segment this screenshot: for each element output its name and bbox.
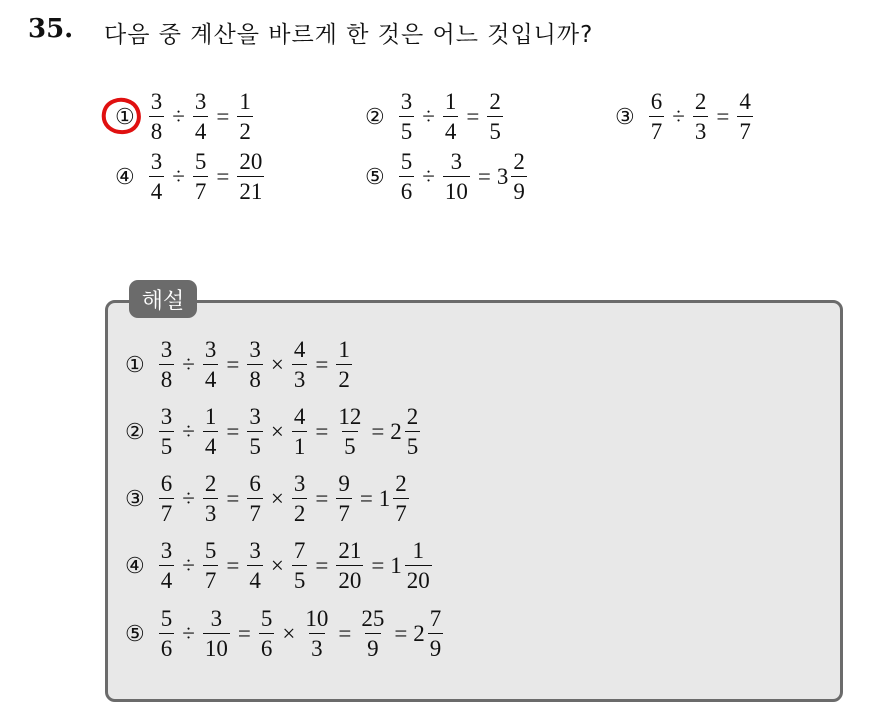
fraction <box>737 90 753 143</box>
choice-marker: ③ <box>125 485 145 511</box>
numerator: 3 <box>160 337 173 362</box>
numerator: 21 <box>338 538 362 563</box>
fraction <box>292 539 308 592</box>
denominator: 8 <box>149 116 165 143</box>
numerator: 2 <box>513 149 525 174</box>
operator: ÷ <box>422 103 435 129</box>
operator: = <box>315 552 329 578</box>
denominator: 2 <box>336 364 352 391</box>
fraction <box>193 90 209 143</box>
numerator: 20 <box>239 149 263 174</box>
choice-marker: ② <box>125 418 145 444</box>
choice-marker: ④ <box>125 552 145 578</box>
denominator: 6 <box>259 633 275 660</box>
whole-number: 3 <box>496 163 509 189</box>
numerator: 3 <box>150 89 163 114</box>
numerator: 9 <box>338 471 350 496</box>
denominator: 4 <box>203 431 219 458</box>
numerator: 3 <box>249 538 261 563</box>
choice-5[interactable] <box>365 150 529 203</box>
denominator: 4 <box>149 176 165 203</box>
fraction <box>359 607 386 660</box>
fraction <box>149 90 165 143</box>
fraction <box>237 90 253 143</box>
numerator: 3 <box>210 606 223 631</box>
fraction <box>405 539 432 592</box>
numerator: 1 <box>338 337 350 362</box>
operator: = <box>226 351 240 377</box>
whole-number: 1 <box>378 485 391 511</box>
fraction <box>203 405 219 458</box>
denominator: 20 <box>336 565 363 592</box>
choice-marker: ⑤ <box>365 163 385 189</box>
denominator: 5 <box>247 431 263 458</box>
fraction <box>159 539 175 592</box>
operator: = <box>338 620 352 646</box>
numerator: 25 <box>361 606 385 631</box>
numerator: 7 <box>429 606 442 631</box>
denominator: 4 <box>443 116 459 143</box>
operator: ÷ <box>182 485 195 511</box>
choice-marker: ④ <box>115 163 135 189</box>
denominator: 3 <box>309 633 325 660</box>
denominator: 4 <box>159 565 175 592</box>
denominator: 8 <box>247 364 263 391</box>
operator: × <box>270 485 284 511</box>
denominator: 7 <box>247 498 263 525</box>
numerator: 3 <box>400 89 413 114</box>
denominator: 3 <box>203 498 219 525</box>
denominator: 5 <box>405 431 421 458</box>
explanation-line-1 <box>125 338 354 391</box>
denominator: 2 <box>292 498 308 525</box>
denominator: 7 <box>649 116 665 143</box>
choice-1[interactable] <box>115 90 255 143</box>
numerator: 2 <box>406 404 419 429</box>
numerator: 3 <box>160 404 173 429</box>
choice-marker: ② <box>365 103 385 129</box>
denominator: 21 <box>237 176 264 203</box>
numerator: 7 <box>293 538 306 563</box>
denominator: 10 <box>443 176 470 203</box>
numerator: 1 <box>204 404 217 429</box>
fraction <box>405 405 421 458</box>
operator: = <box>237 620 251 646</box>
numerator: 3 <box>249 337 261 362</box>
fraction <box>443 90 459 143</box>
numerator: 5 <box>260 606 273 631</box>
explanation-line-4 <box>125 539 434 592</box>
whole-number: 2 <box>413 620 425 646</box>
operator: = <box>466 103 480 129</box>
fraction <box>247 539 263 592</box>
operator: ÷ <box>672 103 685 129</box>
numerator: 4 <box>293 337 306 362</box>
operator: = <box>716 103 730 129</box>
fraction <box>336 472 352 525</box>
denominator: 4 <box>247 565 263 592</box>
operator: × <box>282 620 296 646</box>
denominator: 5 <box>292 565 308 592</box>
fraction <box>159 405 175 458</box>
denominator: 4 <box>193 116 209 143</box>
operator: × <box>270 351 284 377</box>
fraction <box>693 90 709 143</box>
operator: × <box>270 418 284 444</box>
whole-number: 2 <box>390 418 402 444</box>
fraction <box>203 472 219 525</box>
numerator: 3 <box>150 149 163 174</box>
numerator: 6 <box>160 471 173 496</box>
operator: ÷ <box>422 163 435 189</box>
denominator: 7 <box>393 498 409 525</box>
operator: ÷ <box>182 351 195 377</box>
denominator: 9 <box>428 633 444 660</box>
numerator: 6 <box>249 471 261 496</box>
operator: ÷ <box>182 552 195 578</box>
operator: = <box>477 163 491 189</box>
fraction <box>336 338 352 391</box>
denominator: 10 <box>203 633 230 660</box>
operator: ÷ <box>182 418 195 444</box>
denominator: 5 <box>342 431 358 458</box>
numerator: 6 <box>650 89 663 114</box>
denominator: 7 <box>159 498 175 525</box>
numerator: 5 <box>194 149 207 174</box>
operator: = <box>371 418 385 444</box>
fraction <box>292 405 308 458</box>
fraction <box>247 472 263 525</box>
operator: = <box>359 485 373 511</box>
explanation-line-3 <box>125 472 411 525</box>
denominator: 9 <box>511 176 527 203</box>
fraction <box>336 539 363 592</box>
denominator: 9 <box>365 633 381 660</box>
question-text: 다음 중 계산을 바르게 한 것은 어느 것입니까? <box>104 22 594 48</box>
fraction <box>336 405 363 458</box>
fraction <box>203 338 219 391</box>
operator: × <box>270 552 284 578</box>
operator: ÷ <box>182 620 195 646</box>
fraction <box>247 338 263 391</box>
fraction <box>399 150 415 203</box>
fraction <box>159 472 175 525</box>
fraction <box>399 90 415 143</box>
numerator: 3 <box>293 471 306 496</box>
operator: = <box>226 485 240 511</box>
numerator: 1 <box>239 89 251 114</box>
operator: = <box>315 485 329 511</box>
operator: = <box>394 620 408 646</box>
whole-number: 1 <box>390 552 402 578</box>
numerator: 4 <box>739 89 751 114</box>
denominator: 20 <box>405 565 432 592</box>
fraction <box>649 90 665 143</box>
fraction <box>259 607 275 660</box>
operator: = <box>226 418 240 444</box>
denominator: 5 <box>399 116 415 143</box>
operator: ÷ <box>172 163 185 189</box>
numerator: 4 <box>293 404 306 429</box>
operator: = <box>371 552 385 578</box>
numerator: 1 <box>412 538 425 563</box>
numerator: 2 <box>395 471 407 496</box>
operator: = <box>226 552 240 578</box>
fraction <box>303 607 330 660</box>
fraction <box>159 338 175 391</box>
choice-4[interactable] <box>115 150 266 203</box>
fraction <box>428 607 444 660</box>
fraction <box>159 607 175 660</box>
numerator: 3 <box>204 337 217 362</box>
fraction <box>292 472 308 525</box>
choice-2[interactable] <box>365 90 505 143</box>
denominator: 3 <box>292 364 308 391</box>
denominator: 6 <box>159 633 175 660</box>
numerator: 1 <box>444 89 457 114</box>
operator: = <box>315 418 329 444</box>
choice-marker: ③ <box>615 103 635 129</box>
fraction <box>443 150 470 203</box>
denominator: 4 <box>203 364 219 391</box>
fraction <box>247 405 263 458</box>
choice-marker: ⑤ <box>125 620 145 646</box>
fraction <box>203 607 230 660</box>
denominator: 1 <box>292 431 308 458</box>
denominator: 7 <box>737 116 753 143</box>
explanation-label: 해설 <box>129 280 197 318</box>
fraction <box>511 150 527 203</box>
numerator: 3 <box>194 89 207 114</box>
numerator: 5 <box>400 149 413 174</box>
fraction <box>393 472 409 525</box>
numerator: 10 <box>305 606 329 631</box>
fraction <box>237 150 264 203</box>
fraction <box>193 150 209 203</box>
fraction <box>292 338 308 391</box>
operator: = <box>216 163 230 189</box>
denominator: 2 <box>237 116 253 143</box>
numerator: 2 <box>489 89 501 114</box>
numerator: 3 <box>160 538 173 563</box>
explanation-line-2 <box>125 405 422 458</box>
explanation-line-5 <box>125 607 445 660</box>
denominator: 7 <box>193 176 209 203</box>
fraction <box>149 150 165 203</box>
denominator: 5 <box>159 431 175 458</box>
numerator: 5 <box>160 606 173 631</box>
denominator: 7 <box>203 565 219 592</box>
numerator: 12 <box>338 404 362 429</box>
numerator: 2 <box>694 89 707 114</box>
choice-marker: ① <box>115 103 135 129</box>
operator: = <box>216 103 230 129</box>
numerator: 5 <box>204 538 217 563</box>
numerator: 3 <box>249 404 261 429</box>
choice-marker: ① <box>125 351 145 377</box>
question-number: 35. <box>28 14 74 44</box>
fraction <box>203 539 219 592</box>
denominator: 8 <box>159 364 175 391</box>
fraction <box>487 90 503 143</box>
operator: ÷ <box>172 103 185 129</box>
denominator: 7 <box>336 498 352 525</box>
denominator: 5 <box>487 116 503 143</box>
operator: = <box>315 351 329 377</box>
denominator: 3 <box>693 116 709 143</box>
denominator: 6 <box>399 176 415 203</box>
choice-3[interactable] <box>615 90 755 143</box>
numerator: 2 <box>204 471 217 496</box>
numerator: 3 <box>450 149 463 174</box>
